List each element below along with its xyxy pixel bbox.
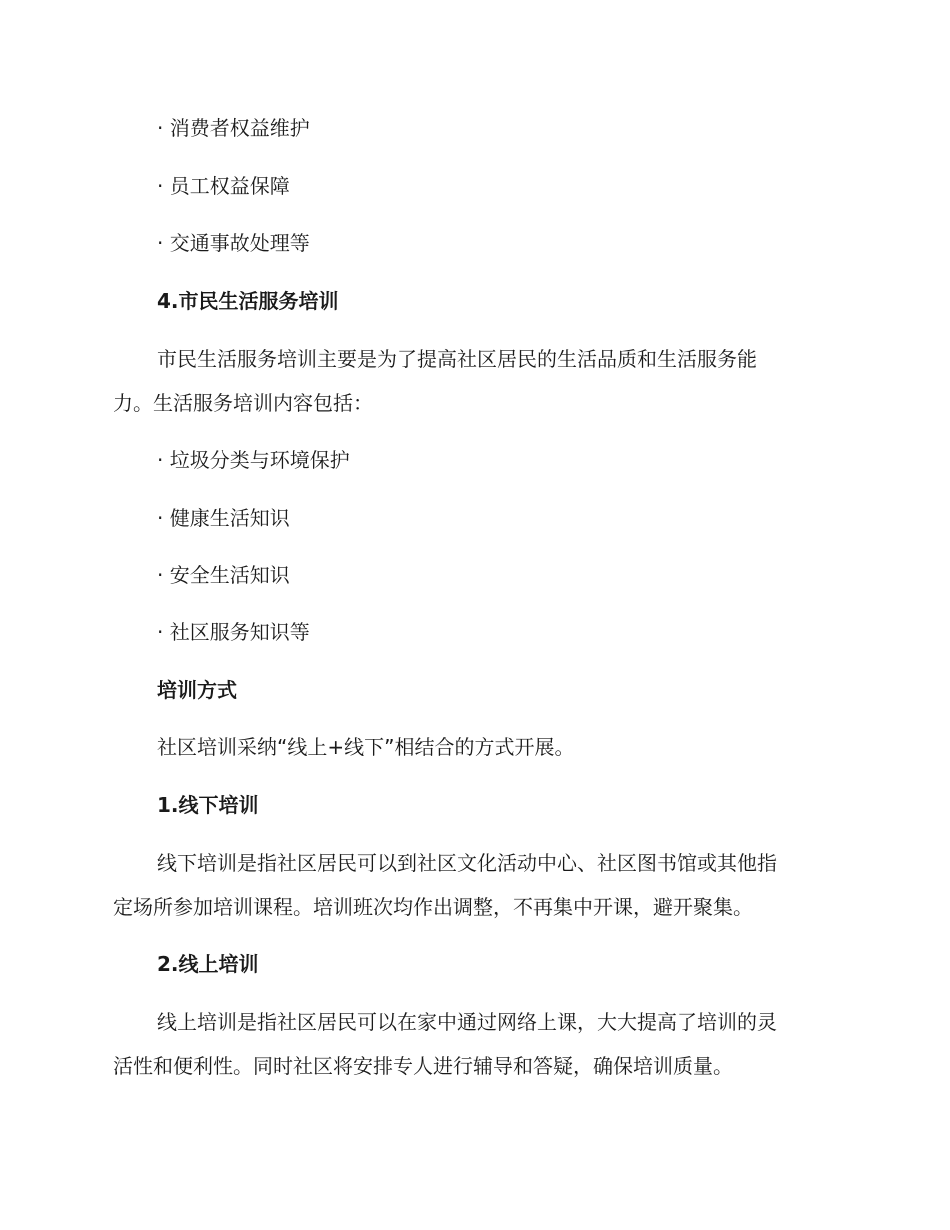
section4-paragraph-line1: 市民生活服务培训主要是为了提高社区居民的生活品质和生活服务能 (157, 347, 757, 371)
bullet-traffic-accident: · 交通事故处理等 (157, 231, 310, 255)
bullet-garbage-sorting: · 垃圾分类与环境保护 (157, 448, 350, 472)
bullet-consumer-rights: · 消费者权益维护 (157, 116, 310, 140)
online-paragraph-line2: 活性和便利性。同时社区将安排专人进行辅导和答疑，确保培训质量。 (113, 1054, 733, 1078)
offline-heading: 1.线下培训 (157, 793, 259, 817)
section4-paragraph-line2: 力。生活服务培训内容包括： (113, 391, 373, 415)
offline-paragraph-line1: 线下培训是指社区居民可以到社区文化活动中心、社区图书馆或其他指 (157, 851, 777, 875)
offline-paragraph-line2: 定场所参加培训课程。培训班次均作出调整，不再集中开课，避开聚集。 (113, 895, 753, 919)
bullet-employee-rights: · 员工权益保障 (157, 174, 290, 198)
online-heading: 2.线上培训 (157, 952, 259, 976)
methods-intro: 社区培训采纳“线上+线下”相结合的方式开展。 (157, 735, 575, 759)
methods-heading: 培训方式 (157, 678, 237, 702)
bullet-healthy-living: · 健康生活知识 (157, 506, 290, 530)
section4-heading: 4.市民生活服务培训 (157, 289, 339, 313)
bullet-safe-living: · 安全生活知识 (157, 563, 290, 587)
bullet-community-service: · 社区服务知识等 (157, 620, 310, 644)
online-paragraph-line1: 线上培训是指社区居民可以在家中通过网络上课，大大提高了培训的灵 (157, 1010, 777, 1034)
